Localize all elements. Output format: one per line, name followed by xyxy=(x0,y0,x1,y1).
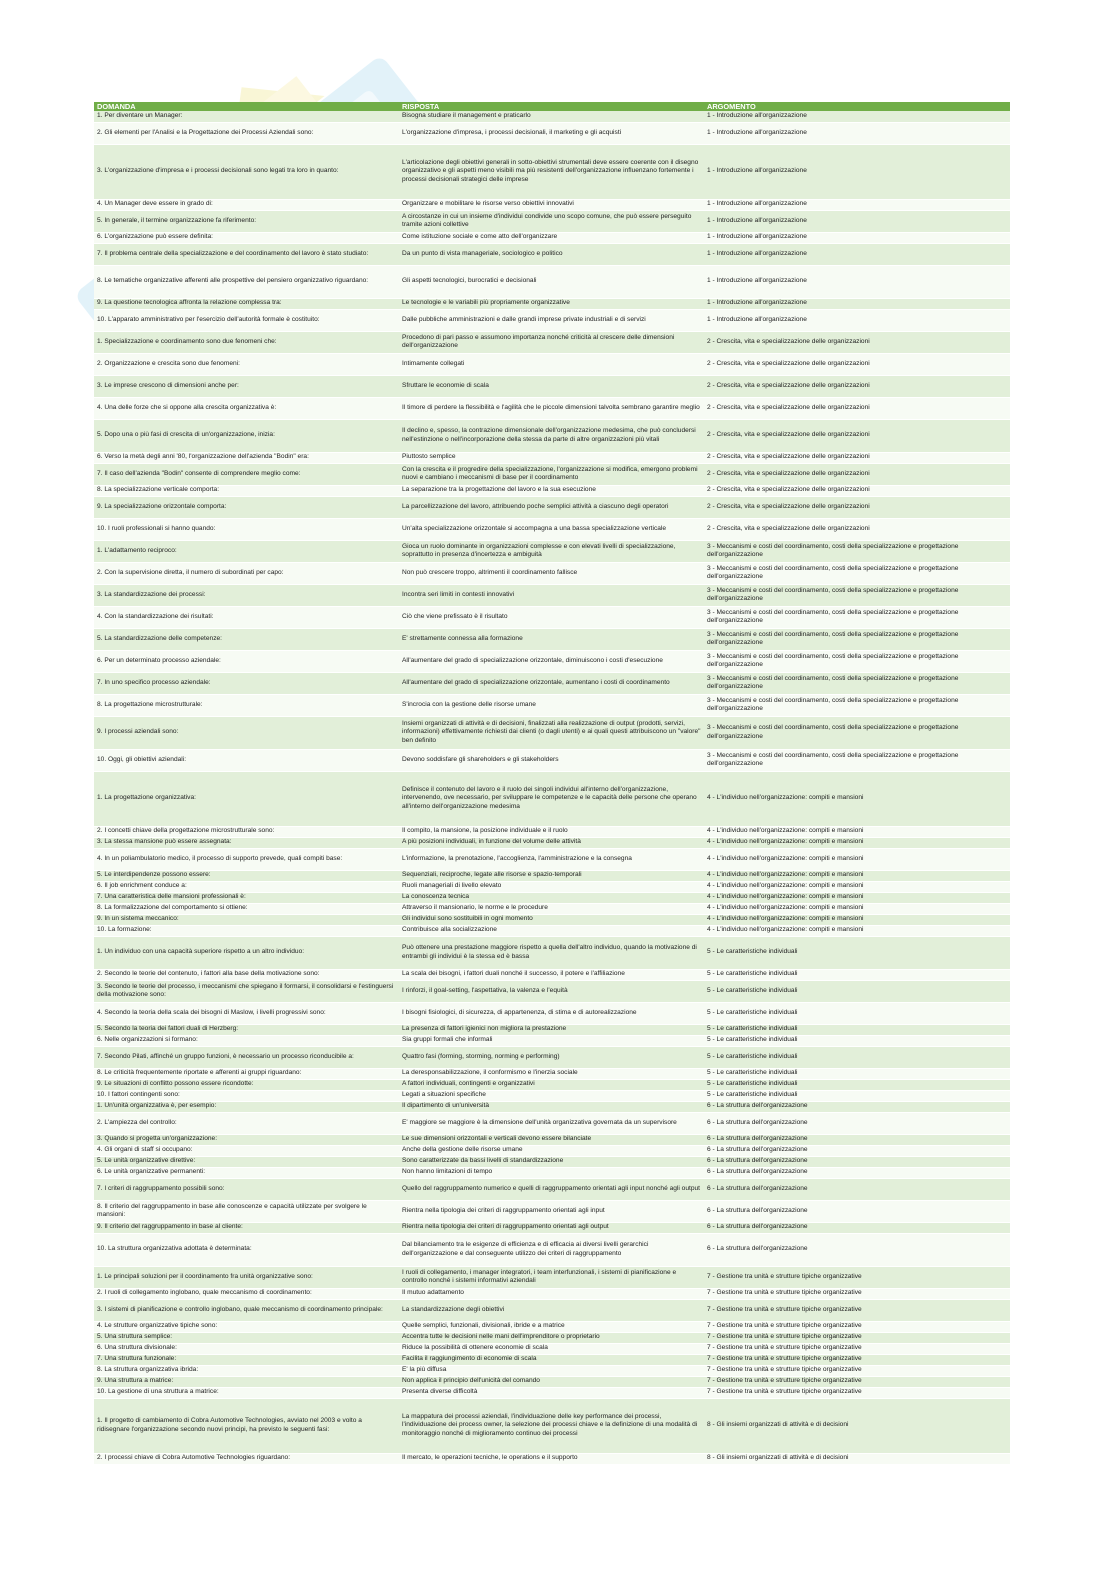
topic-cell: 1 - Introduzione all'organizzazione xyxy=(704,199,1010,210)
table-row xyxy=(94,826,1010,837)
topic-cell: 2 - Crescita, vita e specializzazione delle organizzazioni xyxy=(704,496,1010,518)
question-cell: 8. La struttura organizzativa ibrida: xyxy=(94,1365,399,1376)
question-cell: 2. Con la supervisione diretta, il numero di subordinati per capo: xyxy=(94,562,399,584)
table-row xyxy=(94,1134,1010,1145)
topic-cell: 6 - La struttura dell'organizzazione xyxy=(704,1200,1010,1222)
topic-cell: 3 - Meccanismi e costi del coordinamento, costi della specializzazione e progettazione dell'organizzazione xyxy=(704,694,1010,716)
topic-cell: 1 - Introduzione all'organizzazione xyxy=(704,210,1010,232)
table-row xyxy=(94,1376,1010,1387)
question-cell: 10. L'apparato amministrativo per l'esercizio dell'autorità formale è costituito: xyxy=(94,309,399,331)
question-cell: 4. Una delle forze che si oppone alla crescita organizzativa è: xyxy=(94,397,399,419)
answer-cell: Il declino e, spesso, la contrazione dimensionale dell'organizzazione medesima, che può concludersi nell'estinzione o nell'incorporazione della stessa da parte di altre organizzazioni più vitali xyxy=(399,419,704,452)
topic-cell: 3 - Meccanismi e costi del coordinamento, costi della specializzazione e progettazione dell'organizzazione xyxy=(704,606,1010,628)
topic-cell: 1 - Introduzione all'organizzazione xyxy=(704,122,1010,144)
table-row xyxy=(94,650,1010,672)
answer-cell: Non hanno limitazioni di tempo xyxy=(399,1167,704,1178)
table-row xyxy=(94,1090,1010,1101)
table-row xyxy=(94,1145,1010,1156)
table-row xyxy=(94,1200,1010,1222)
topic-cell: 7 - Gestione tra unità e strutture tipiche organizzative xyxy=(704,1354,1010,1365)
topic-cell: 1 - Introduzione all'organizzazione xyxy=(704,243,1010,265)
answer-cell: Accentra tutte le decisioni nelle mani dell'imprenditore o proprietario xyxy=(399,1332,704,1343)
topic-cell: 6 - La struttura dell'organizzazione xyxy=(704,1233,1010,1266)
topic-cell: 1 - Introduzione all'organizzazione xyxy=(704,265,1010,298)
topic-cell: 3 - Meccanismi e costi del coordinamento, costi della specializzazione e progettazione dell'organizzazione xyxy=(704,628,1010,650)
question-cell: 5. Una struttura semplice: xyxy=(94,1332,399,1343)
answer-cell: Il mercato, le operazioni tecniche, le operations e il supporto xyxy=(399,1453,704,1464)
question-cell: 2. Gli elementi per l'Analisi e la Progettazione dei Processi Aziendali sono: xyxy=(94,122,399,144)
answer-cell: La conoscenza tecnica xyxy=(399,892,704,903)
table-row xyxy=(94,1233,1010,1266)
table-row xyxy=(94,562,1010,584)
topic-cell: 4 - L'individuo nell'organizzazione: compiti e mansioni xyxy=(704,914,1010,925)
topic-cell: 4 - L'individuo nell'organizzazione: compiti e mansioni xyxy=(704,892,1010,903)
answer-cell: La presenza di fattori igienici non migliora la prestazione xyxy=(399,1024,704,1035)
table-row xyxy=(94,1321,1010,1332)
table-row xyxy=(94,1387,1010,1398)
answer-cell: Il compito, la mansione, la posizione individuale e il ruolo xyxy=(399,826,704,837)
answer-cell: Anche della gestione delle risorse umane xyxy=(399,1145,704,1156)
topic-cell: 1 - Introduzione all'organizzazione xyxy=(704,298,1010,309)
answer-cell: A fattori individuali, contingenti e organizzativi xyxy=(399,1079,704,1090)
question-cell: 10. Oggi, gli obiettivi aziendali: xyxy=(94,749,399,771)
answer-cell: Gli aspetti tecnologici, burocratici e decisionali xyxy=(399,265,704,298)
topic-cell: 5 - Le caratteristiche individuali xyxy=(704,980,1010,1002)
question-cell: 3. I sistemi di pianificazione e controllo inglobano, quale meccanismo di coordinamento principale: xyxy=(94,1299,399,1321)
qa-table xyxy=(94,102,1010,1465)
question-cell: 9. Il criterio del raggruppamento in base al cliente: xyxy=(94,1222,399,1233)
table-row xyxy=(94,1222,1010,1233)
answer-cell: Non applica il principio dell'unicità del comando xyxy=(399,1376,704,1387)
topic-cell: 1 - Introduzione all'organizzazione xyxy=(704,232,1010,243)
question-cell: 3. L'organizzazione d'impresa e i processi decisionali sono legati tra loro in quanto: xyxy=(94,144,399,199)
table-row xyxy=(94,1398,1010,1453)
topic-cell: 3 - Meccanismi e costi del coordinamento, costi della specializzazione e progettazione dell'organizzazione xyxy=(704,562,1010,584)
table-row xyxy=(94,1167,1010,1178)
topic-cell: 2 - Crescita, vita e specializzazione delle organizzazioni xyxy=(704,419,1010,452)
answer-cell: Presenta diverse difficoltà xyxy=(399,1387,704,1398)
topic-cell: 5 - Le caratteristiche individuali xyxy=(704,1090,1010,1101)
question-cell: 2. I concetti chiave della progettazione microstrutturale sono: xyxy=(94,826,399,837)
answer-cell: Sequenziali, reciproche, legate alle risorse e spazio-temporali xyxy=(399,870,704,881)
topic-cell: 5 - Le caratteristiche individuali xyxy=(704,1035,1010,1046)
table-row xyxy=(94,540,1010,562)
question-cell: 10. La formazione: xyxy=(94,925,399,936)
answer-cell: L'informazione, la prenotazione, l'accoglienza, l'amministrazione e la consegna xyxy=(399,848,704,870)
question-cell: 6. Il job enrichment conduce a: xyxy=(94,881,399,892)
question-cell: 3. Quando si progetta un'organizzazione: xyxy=(94,1134,399,1145)
question-cell: 6. L'organizzazione può essere definita: xyxy=(94,232,399,243)
topic-cell: 2 - Crescita, vita e specializzazione delle organizzazioni xyxy=(704,485,1010,496)
answer-cell: Dalle pubbliche amministrazioni e dalle grandi imprese private industriali e di servizi xyxy=(399,309,704,331)
table-row xyxy=(94,353,1010,375)
header-domanda: DOMANDA xyxy=(94,102,399,111)
topic-cell: 7 - Gestione tra unità e strutture tipiche organizzative xyxy=(704,1299,1010,1321)
answer-cell: Facilita il raggiungimento di economie di scala xyxy=(399,1354,704,1365)
question-cell: 6. Per un determinato processo aziendale: xyxy=(94,650,399,672)
answer-cell: Da un punto di vista manageriale, sociologico e politico xyxy=(399,243,704,265)
table-row xyxy=(94,1079,1010,1090)
answer-cell: E' strettamente connessa alla formazione xyxy=(399,628,704,650)
question-cell: 10. I fattori contingenti sono: xyxy=(94,1090,399,1101)
question-cell: 7. Il caso dell'azienda "Bodin" consente di comprendere meglio come: xyxy=(94,463,399,485)
table-row xyxy=(94,1365,1010,1376)
topic-cell: 7 - Gestione tra unità e strutture tipiche organizzative xyxy=(704,1321,1010,1332)
question-cell: 7. I criteri di raggruppamento possibili sono: xyxy=(94,1178,399,1200)
table-row xyxy=(94,1178,1010,1200)
table-row xyxy=(94,870,1010,881)
question-cell: 3. La standardizzazione dei processi: xyxy=(94,584,399,606)
topic-cell: 5 - Le caratteristiche individuali xyxy=(704,1046,1010,1068)
question-cell: 4. Gli organi di staff si occupano: xyxy=(94,1145,399,1156)
question-cell: 3. Secondo le teorie del processo, i meccanismi che spiegano il formarsi, il consolidarsi e l'estinguersi della motivazione sono: xyxy=(94,980,399,1002)
question-cell: 4. Secondo la teoria della scala dei bisogni di Maslow, i livelli progressivi sono: xyxy=(94,1002,399,1024)
table-row xyxy=(94,243,1010,265)
question-cell: 1. Specializzazione e coordinamento sono due fenomeni che: xyxy=(94,331,399,353)
table-row xyxy=(94,111,1010,122)
answer-cell: Con la crescita e il progredire della specializzazione, l'organizzazione si modifica, emergono problemi nuovi e cambiano i meccanismi di base per il coordinamento xyxy=(399,463,704,485)
topic-cell: 4 - L'individuo nell'organizzazione: compiti e mansioni xyxy=(704,870,1010,881)
question-cell: 8. La progettazione microstrutturale: xyxy=(94,694,399,716)
answer-cell: Quelle semplici, funzionali, divisionali, ibride e a matrice xyxy=(399,1321,704,1332)
answer-cell: Ruoli manageriali di livello elevato xyxy=(399,881,704,892)
answer-cell: La parcellizzazione del lavoro, attribuendo poche semplici attività a ciascuno degli operatori xyxy=(399,496,704,518)
table-row xyxy=(94,716,1010,749)
table-body xyxy=(94,111,1010,1464)
table-row xyxy=(94,452,1010,463)
answer-cell: Dal bilanciamento tra le esigenze di efficienza e di efficacia ai diversi livelli gerarchici dell'organizzazione e dal conseguente utilizzo dei criteri di raggruppamento xyxy=(399,1233,704,1266)
question-cell: 1. Per diventare un Manager: xyxy=(94,111,399,122)
topic-cell: 1 - Introduzione all'organizzazione xyxy=(704,144,1010,199)
topic-cell: 4 - L'individuo nell'organizzazione: compiti e mansioni xyxy=(704,903,1010,914)
table-row xyxy=(94,1453,1010,1464)
question-cell: 8. La specializzazione verticale comporta: xyxy=(94,485,399,496)
question-cell: 10. I ruoli professionali si hanno quando: xyxy=(94,518,399,540)
question-cell: 4. In un poliambulatorio medico, il processo di supporto prevede, quali compiti base: xyxy=(94,848,399,870)
table-row xyxy=(94,265,1010,298)
question-cell: 4. Un Manager deve essere in grado di: xyxy=(94,199,399,210)
table-row xyxy=(94,210,1010,232)
header-risposta: RISPOSTA xyxy=(399,102,704,111)
answer-cell: Legati a situazioni specifiche xyxy=(399,1090,704,1101)
topic-cell: 3 - Meccanismi e costi del coordinamento, costi della specializzazione e progettazione dell'organizzazione xyxy=(704,650,1010,672)
topic-cell: 2 - Crescita, vita e specializzazione delle organizzazioni xyxy=(704,375,1010,397)
topic-cell: 2 - Crescita, vita e specializzazione delle organizzazioni xyxy=(704,463,1010,485)
topic-cell: 5 - Le caratteristiche individuali xyxy=(704,1002,1010,1024)
answer-cell: Incontra seri limiti in contesti innovativi xyxy=(399,584,704,606)
answer-cell: All'aumentare del grado di specializzazione orizzontale, aumentano i costi di coordinamento xyxy=(399,672,704,694)
answer-cell: Sia gruppi formali che informali xyxy=(399,1035,704,1046)
table-row xyxy=(94,914,1010,925)
question-cell: 4. Con la standardizzazione dei risultati: xyxy=(94,606,399,628)
question-cell: 4. Le strutture organizzative tipiche sono: xyxy=(94,1321,399,1332)
answer-cell: Le sue dimensioni orizzontali e verticali devono essere bilanciate xyxy=(399,1134,704,1145)
table-row xyxy=(94,122,1010,144)
table-row xyxy=(94,694,1010,716)
table-row xyxy=(94,936,1010,969)
table-row xyxy=(94,1002,1010,1024)
table-row xyxy=(94,1343,1010,1354)
answer-cell: Non può crescere troppo, altrimenti il coordinamento fallisce xyxy=(399,562,704,584)
topic-cell: 7 - Gestione tra unità e strutture tipiche organizzative xyxy=(704,1288,1010,1299)
question-cell: 2. I processi chiave di Cobra Automotive Technologies riguardano: xyxy=(94,1453,399,1464)
answer-cell: Intimamente collegati xyxy=(399,353,704,375)
answer-cell: La standardizzazione degli obiettivi xyxy=(399,1299,704,1321)
question-cell: 7. Una struttura funzionale: xyxy=(94,1354,399,1365)
question-cell: 10. La gestione di una struttura a matrice: xyxy=(94,1387,399,1398)
topic-cell: 7 - Gestione tra unità e strutture tipiche organizzative xyxy=(704,1376,1010,1387)
question-cell: 5. In generale, il termine organizzazione fa riferimento: xyxy=(94,210,399,232)
table-row xyxy=(94,925,1010,936)
answer-cell: Le tecnologie e le variabili più propriamente organizzative xyxy=(399,298,704,309)
table-row xyxy=(94,848,1010,870)
answer-cell: Bisogna studiare il management e praticarlo xyxy=(399,111,704,122)
question-cell: 2. I ruoli di collegamento inglobano, quale meccanismo di coordinamento: xyxy=(94,1288,399,1299)
answer-cell: I ruoli di collegamento, i manager integratori, i team interfunzionali, i sistemi di pianificazione e controllo nonché i sistemi informativi aziendali xyxy=(399,1266,704,1288)
answer-cell: La deresponsabilizzazione, il conformismo e l'inerzia sociale xyxy=(399,1068,704,1079)
qa-spreadsheet xyxy=(94,102,1010,1465)
topic-cell: 6 - La struttura dell'organizzazione xyxy=(704,1156,1010,1167)
question-cell: 9. Le situazioni di conflitto possono essere ricondotte: xyxy=(94,1079,399,1090)
question-cell: 8. La formalizzazione del comportamento si ottiene: xyxy=(94,903,399,914)
table-row xyxy=(94,980,1010,1002)
table-row xyxy=(94,397,1010,419)
table-row xyxy=(94,463,1010,485)
table-row xyxy=(94,1156,1010,1167)
question-cell: 2. Organizzazione e crescita sono due fenomeni: xyxy=(94,353,399,375)
topic-cell: 5 - Le caratteristiche individuali xyxy=(704,1068,1010,1079)
answer-cell: Riduce la possibilità di ottenere economie di scala xyxy=(399,1343,704,1354)
answer-cell: Come istituzione sociale e come atto dell'organizzare xyxy=(399,232,704,243)
question-cell: 8. Le criticità frequentemente riportate e afferenti ai gruppi riguardano: xyxy=(94,1068,399,1079)
topic-cell: 3 - Meccanismi e costi del coordinamento, costi della specializzazione e progettazione dell'organizzazione xyxy=(704,540,1010,562)
table-row xyxy=(94,232,1010,243)
table-row xyxy=(94,606,1010,628)
answer-cell: Un'alta specializzazione orizzontale si accompagna a una bassa specializzazione verticale xyxy=(399,518,704,540)
answer-cell: Insiemi organizzati di attività e di decisioni, finalizzati alla realizzazione di output (prodotti, servizi, informazioni) effettivamente richiesti dai clienti (o dagli utenti) e ai quali questi attribuiscono un "valore" ben definito xyxy=(399,716,704,749)
answer-cell: L'organizzazione d'impresa, i processi decisionali, il marketing e gli acquisti xyxy=(399,122,704,144)
topic-cell: 4 - L'individuo nell'organizzazione: compiti e mansioni xyxy=(704,826,1010,837)
topic-cell: 5 - Le caratteristiche individuali xyxy=(704,936,1010,969)
question-cell: 8. Le tematiche organizzative afferenti alle prospettive del pensiero organizzativo riguardano: xyxy=(94,265,399,298)
answer-cell: Il mutuo adattamento xyxy=(399,1288,704,1299)
topic-cell: 7 - Gestione tra unità e strutture tipiche organizzative xyxy=(704,1266,1010,1288)
table-row xyxy=(94,837,1010,848)
topic-cell: 4 - L'individuo nell'organizzazione: compiti e mansioni xyxy=(704,771,1010,826)
table-row xyxy=(94,1101,1010,1112)
answer-cell: L'articolazione degli obiettivi generali in sotto-obiettivi strumentali deve essere coerente con il disegno organizzativo e gli aspetti meno visibili ma più resistenti dell'organizzazione influenzano fortemente i processi decisionali strategici delle imprese xyxy=(399,144,704,199)
answer-cell: I bisogni fisiologici, di sicurezza, di appartenenza, di stima e di autorealizzazione xyxy=(399,1002,704,1024)
answer-cell: La scala dei bisogni, i fattori duali nonché il successo, il potere e l'affiliazione xyxy=(399,969,704,980)
topic-cell: 2 - Crescita, vita e specializzazione delle organizzazioni xyxy=(704,397,1010,419)
answer-cell: Sfruttare le economie di scala xyxy=(399,375,704,397)
topic-cell: 3 - Meccanismi e costi del coordinamento, costi della specializzazione e progettazione dell'organizzazione xyxy=(704,716,1010,749)
answer-cell: Rientra nella tipologia dei criteri di raggruppamento orientati agli input xyxy=(399,1200,704,1222)
question-cell: 6. Verso la metà degli anni '80, l'organizzazione dell'azienda "Bodin" era: xyxy=(94,452,399,463)
topic-cell: 6 - La struttura dell'organizzazione xyxy=(704,1112,1010,1134)
table-row xyxy=(94,1068,1010,1079)
answer-cell: Contribuisce alla socializzazione xyxy=(399,925,704,936)
answer-cell: Quattro fasi (forming, storming, norming e performing) xyxy=(399,1046,704,1068)
topic-cell: 6 - La struttura dell'organizzazione xyxy=(704,1178,1010,1200)
answer-cell: Gli individui sono sostituibili in ogni momento xyxy=(399,914,704,925)
question-cell: 9. La questione tecnologica affronta la relazione complessa tra: xyxy=(94,298,399,309)
question-cell: 6. Le unità organizzative permanenti: xyxy=(94,1167,399,1178)
answer-cell: I rinforzi, il goal-setting, l'aspettativa, la valenza e l'equità xyxy=(399,980,704,1002)
answer-cell: Devono soddisfare gli shareholders e gli stakeholders xyxy=(399,749,704,771)
question-cell: 1. L'adattamento reciproco: xyxy=(94,540,399,562)
topic-cell: 7 - Gestione tra unità e strutture tipiche organizzative xyxy=(704,1365,1010,1376)
table-row xyxy=(94,771,1010,826)
answer-cell: Sono caratterizzate da bassi livelli di standardizzazione xyxy=(399,1156,704,1167)
topic-cell: 5 - Le caratteristiche individuali xyxy=(704,1024,1010,1035)
topic-cell: 7 - Gestione tra unità e strutture tipiche organizzative xyxy=(704,1332,1010,1343)
question-cell: 3. Le imprese crescono di dimensioni anche per: xyxy=(94,375,399,397)
table-row xyxy=(94,331,1010,353)
answer-cell: Definisce il contenuto del lavoro e il ruolo dei singoli individui all'interno dell'organizzazione, intervenendo, ove necessario, per sviluppare le competenze e le capacità delle persone che operano all'interno dell'organizzazione medesima xyxy=(399,771,704,826)
topic-cell: 6 - La struttura dell'organizzazione xyxy=(704,1101,1010,1112)
answer-cell: Organizzare e mobilitare le risorse verso obiettivi innovativi xyxy=(399,199,704,210)
answer-cell: Piuttosto semplice xyxy=(399,452,704,463)
topic-cell: 6 - La struttura dell'organizzazione xyxy=(704,1145,1010,1156)
table-row xyxy=(94,892,1010,903)
question-cell: 5. La standardizzazione delle competenze: xyxy=(94,628,399,650)
topic-cell: 3 - Meccanismi e costi del coordinamento, costi della specializzazione e progettazione dell'organizzazione xyxy=(704,749,1010,771)
question-cell: 3. La stessa mansione può essere assegnata: xyxy=(94,837,399,848)
topic-cell: 4 - L'individuo nell'organizzazione: compiti e mansioni xyxy=(704,881,1010,892)
topic-cell: 4 - L'individuo nell'organizzazione: compiti e mansioni xyxy=(704,837,1010,848)
table-row xyxy=(94,1266,1010,1288)
answer-cell: Ciò che viene prefissato è il risultato xyxy=(399,606,704,628)
topic-cell: 2 - Crescita, vita e specializzazione delle organizzazioni xyxy=(704,353,1010,375)
answer-cell: A circostanze in cui un insieme d'individui condivide uno scopo comune, che può essere perseguito tramite azioni collettive xyxy=(399,210,704,232)
answer-cell: Gioca un ruolo dominante in organizzazioni complesse e con elevati livelli di specializzazione, soprattutto in presenza d'incertezza e ambiguità xyxy=(399,540,704,562)
table-row xyxy=(94,419,1010,452)
table-row xyxy=(94,144,1010,199)
answer-cell: Il timore di perdere la flessibilità e l'agilità che le piccole dimensioni talvolta sembrano garantire meglio xyxy=(399,397,704,419)
question-cell: 7. Il problema centrale della specializzazione e del coordinamento del lavoro è stato studiato: xyxy=(94,243,399,265)
topic-cell: 4 - L'individuo nell'organizzazione: compiti e mansioni xyxy=(704,848,1010,870)
question-cell: 8. Il criterio del raggruppamento in base alle conoscenze e capacità utilizzate per svolgere le mansioni: xyxy=(94,1200,399,1222)
question-cell: 6. Una struttura divisionale: xyxy=(94,1343,399,1354)
table-row xyxy=(94,672,1010,694)
question-cell: 1. Un'unità organizzativa è, per esempio: xyxy=(94,1101,399,1112)
table-row xyxy=(94,485,1010,496)
header-row xyxy=(94,102,1010,111)
topic-cell: 6 - La struttura dell'organizzazione xyxy=(704,1222,1010,1233)
question-cell: 5. Le interdipendenze possono essere: xyxy=(94,870,399,881)
question-cell: 5. Secondo la teoria dei fattori duali di Herzberg: xyxy=(94,1024,399,1035)
table-row xyxy=(94,969,1010,980)
table-row xyxy=(94,903,1010,914)
table-row xyxy=(94,749,1010,771)
answer-cell: All'aumentare del grado di specializzazione orizzontale, diminuiscono i costi d'esecuzione xyxy=(399,650,704,672)
question-cell: 2. Secondo le teorie del contenuto, i fattori alla base della motivazione sono: xyxy=(94,969,399,980)
topic-cell: 8 - Gli insiemi organizzati di attività e di decisioni xyxy=(704,1398,1010,1453)
table-row xyxy=(94,199,1010,210)
answer-cell: La separazione tra la progettazione del lavoro e la sua esecuzione xyxy=(399,485,704,496)
table-row xyxy=(94,1288,1010,1299)
table-row xyxy=(94,584,1010,606)
question-cell: 1. La progettazione organizzativa: xyxy=(94,771,399,826)
table-row xyxy=(94,1024,1010,1035)
answer-cell: Può ottenere una prestazione maggiore rispetto a quella dell'altro individuo, quando la motivazione di entrambi gli individui è la stessa ed è bassa xyxy=(399,936,704,969)
topic-cell: 1 - Introduzione all'organizzazione xyxy=(704,111,1010,122)
question-cell: 10. La struttura organizzativa adottata è determinata: xyxy=(94,1233,399,1266)
header-argomento: ARGOMENTO xyxy=(704,102,1010,111)
question-cell: 7. In uno specifico processo aziendale: xyxy=(94,672,399,694)
answer-cell: A più posizioni individuali, in funzione del volume delle attività xyxy=(399,837,704,848)
table-row xyxy=(94,1046,1010,1068)
question-cell: 7. Una caratteristica delle mansioni professionali è: xyxy=(94,892,399,903)
answer-cell: E' la più diffusa xyxy=(399,1365,704,1376)
table-row xyxy=(94,1035,1010,1046)
answer-cell: Attraverso il mansionario, le norme e le procedure xyxy=(399,903,704,914)
table-row xyxy=(94,496,1010,518)
topic-cell: 6 - La struttura dell'organizzazione xyxy=(704,1134,1010,1145)
answer-cell: E' maggiore se maggiore è la dimensione dell'unità organizzativa governata da un supervisore xyxy=(399,1112,704,1134)
table-row xyxy=(94,628,1010,650)
question-cell: 2. L'ampiezza del controllo: xyxy=(94,1112,399,1134)
answer-cell: Procedono di pari passo e assumono importanza nonché criticità al crescere delle dimensioni dell'organizzazione xyxy=(399,331,704,353)
table-row xyxy=(94,375,1010,397)
topic-cell: 2 - Crescita, vita e specializzazione delle organizzazioni xyxy=(704,331,1010,353)
answer-cell: Quello del raggruppamento numerico e quelli di raggruppamento orientati agli input nonché agli output xyxy=(399,1178,704,1200)
table-row xyxy=(94,1112,1010,1134)
topic-cell: 7 - Gestione tra unità e strutture tipiche organizzative xyxy=(704,1387,1010,1398)
table-row xyxy=(94,881,1010,892)
topic-cell: 7 - Gestione tra unità e strutture tipiche organizzative xyxy=(704,1343,1010,1354)
question-cell: 9. La specializzazione orizzontale comporta: xyxy=(94,496,399,518)
topic-cell: 8 - Gli insiemi organizzati di attività e di decisioni xyxy=(704,1453,1010,1464)
answer-cell: Il dipartimento di un'università xyxy=(399,1101,704,1112)
question-cell: 9. I processi aziendali sono: xyxy=(94,716,399,749)
answer-cell: La mappatura dei processi aziendali, l'individuazione delle key performance dei processi, l'individuazione dei process owner, la selezione dei processi chiave e la definizione di una modalità di monitoraggio nonché di miglioramento continuo dei processi xyxy=(399,1398,704,1453)
question-cell: 1. Il progetto di cambiamento di Cobra Automotive Technologies, avviato nel 2003 e volto a ridisegnare l'organizzazione secondo nuovi principi, ha previsto le seguenti fasi: xyxy=(94,1398,399,1453)
table-row xyxy=(94,1354,1010,1365)
table-row xyxy=(94,298,1010,309)
topic-cell: 2 - Crescita, vita e specializzazione delle organizzazioni xyxy=(704,518,1010,540)
question-cell: 5. Le unità organizzative direttive: xyxy=(94,1156,399,1167)
topic-cell: 5 - Le caratteristiche individuali xyxy=(704,1079,1010,1090)
table-row xyxy=(94,518,1010,540)
question-cell: 9. Una struttura a matrice: xyxy=(94,1376,399,1387)
table-row xyxy=(94,309,1010,331)
answer-cell: S'incrocia con la gestione delle risorse umane xyxy=(399,694,704,716)
question-cell: 7. Secondo Pilati, affinché un gruppo funzioni, è necessario un processo riconducibile a: xyxy=(94,1046,399,1068)
topic-cell: 2 - Crescita, vita e specializzazione delle organizzazioni xyxy=(704,452,1010,463)
topic-cell: 6 - La struttura dell'organizzazione xyxy=(704,1167,1010,1178)
table-row xyxy=(94,1299,1010,1321)
table-row xyxy=(94,1332,1010,1343)
topic-cell: 3 - Meccanismi e costi del coordinamento, costi della specializzazione e progettazione dell'organizzazione xyxy=(704,672,1010,694)
question-cell: 1. Un individuo con una capacità superiore rispetto a un altro individuo: xyxy=(94,936,399,969)
topic-cell: 3 - Meccanismi e costi del coordinamento, costi della specializzazione e progettazione dell'organizzazione xyxy=(704,584,1010,606)
topic-cell: 1 - Introduzione all'organizzazione xyxy=(704,309,1010,331)
topic-cell: 4 - L'individuo nell'organizzazione: compiti e mansioni xyxy=(704,925,1010,936)
question-cell: 6. Nelle organizzazioni si formano: xyxy=(94,1035,399,1046)
question-cell: 1. Le principali soluzioni per il coordinamento fra unità organizzative sono: xyxy=(94,1266,399,1288)
question-cell: 5. Dopo una o più fasi di crescita di un'organizzazione, inizia: xyxy=(94,419,399,452)
question-cell: 9. In un sistema meccanico: xyxy=(94,914,399,925)
answer-cell: Rientra nella tipologia dei criteri di raggruppamento orientati agli output xyxy=(399,1222,704,1233)
topic-cell: 5 - Le caratteristiche individuali xyxy=(704,969,1010,980)
